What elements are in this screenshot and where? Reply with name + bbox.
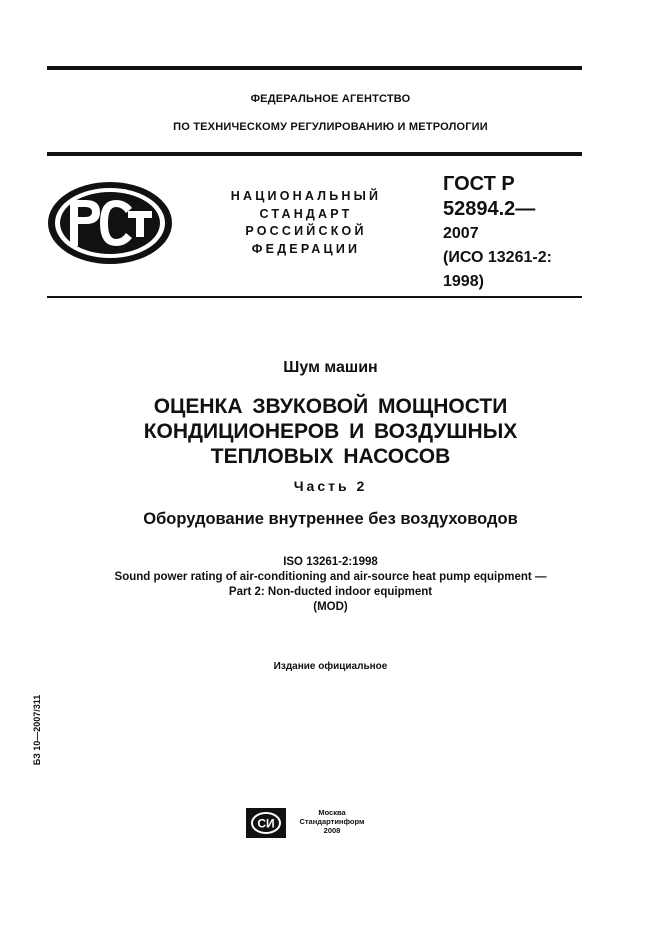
- gost-number: [443, 172, 603, 294]
- gost-r-logo: [46, 180, 174, 266]
- gost-line-2: 52894.2—: [443, 198, 536, 220]
- main-title-line-1: ОЦЕНКА ЗВУКОВОЙ МОЩНОСТИ: [153, 395, 508, 418]
- series-title: Шум машин: [283, 359, 378, 376]
- publisher-year: 2008: [323, 826, 341, 835]
- national-standard-label: [218, 188, 394, 258]
- publisher-info: [292, 808, 372, 835]
- gost-line-5: 1998): [443, 273, 484, 290]
- side-note: БЗ 10—2007/311: [32, 694, 42, 766]
- gost-line-3: 2007: [443, 225, 479, 242]
- gost-line-4: (ИСО 13261-2:: [443, 249, 552, 266]
- standard-block-bottom-rule: [47, 296, 582, 298]
- iso-title-line-3: (MOD): [313, 601, 348, 613]
- part-label: Часть 2: [293, 478, 368, 494]
- national-line-1: НАЦИОНАЛЬНЫЙ: [230, 189, 382, 203]
- national-line-2: СТАНДАРТ: [259, 206, 353, 221]
- publisher-name: Стандартинформ: [299, 817, 365, 826]
- iso-reference: [0, 555, 661, 615]
- publisher-city: Москва: [318, 808, 346, 817]
- national-line-3: РОССИЙСКОЙ: [245, 224, 367, 238]
- iso-title-line-1: Sound power rating of air-conditioning and air-source heat pump equipment —: [114, 571, 547, 583]
- subtitle: Оборудование внутреннее без воздуховодов: [143, 510, 518, 528]
- national-line-4: ФЕДЕРАЦИИ: [251, 241, 361, 256]
- iso-title-line-2: Part 2: Non-ducted indoor equipment: [228, 586, 433, 598]
- top-rule: [47, 66, 582, 70]
- publisher-logo: [246, 808, 286, 838]
- agency-line-1: ФЕДЕРАЛЬНОЕ АГЕНТСТВО: [250, 93, 411, 105]
- iso-number: ISO 13261-2:1998: [283, 556, 378, 568]
- publisher-logo-text: СИ: [257, 816, 275, 831]
- header-bottom-rule: [47, 152, 582, 156]
- main-title: [0, 394, 661, 469]
- main-title-line-2: КОНДИЦИОНЕРОВ И ВОЗДУШНЫХ: [143, 420, 518, 443]
- agency-line-2: ПО ТЕХНИЧЕСКОМУ РЕГУЛИРОВАНИЮ И МЕТРОЛОГИИ: [173, 121, 488, 133]
- gost-r-logo-icon: [46, 180, 174, 266]
- main-title-line-3: ТЕПЛОВЫХ НАСОСОВ: [210, 445, 451, 468]
- edition-label: Издание официальное: [273, 661, 388, 672]
- gost-line-1: ГОСТ Р: [443, 173, 515, 195]
- standartinform-logo-icon: [246, 808, 286, 838]
